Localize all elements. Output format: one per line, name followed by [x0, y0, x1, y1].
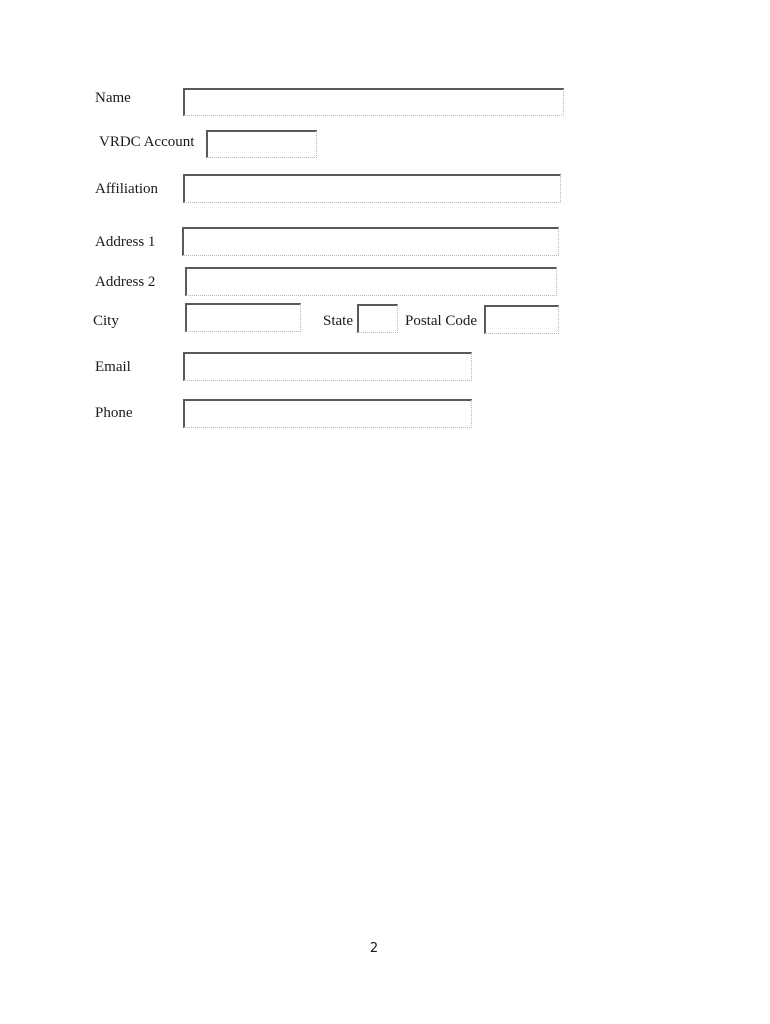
city-field[interactable] — [185, 303, 301, 332]
email-field[interactable] — [183, 352, 472, 381]
postal-code-field[interactable] — [484, 305, 559, 334]
affiliation-field[interactable] — [183, 174, 561, 203]
postal-code-label: Postal Code — [405, 313, 478, 329]
city-label: City — [93, 313, 119, 329]
address-1-field[interactable] — [182, 227, 559, 256]
address-2-label: Address 2 — [95, 274, 156, 290]
name-field[interactable] — [183, 88, 564, 116]
phone-field[interactable] — [183, 399, 472, 428]
affiliation-label: Affiliation — [95, 181, 159, 197]
phone-label: Phone — [95, 405, 133, 421]
email-label: Email — [95, 359, 131, 375]
address-2-field[interactable] — [185, 267, 557, 296]
state-field[interactable] — [357, 304, 398, 333]
page-number: 2 — [369, 941, 379, 956]
state-label: State — [323, 313, 353, 329]
name-label: Name — [95, 90, 131, 106]
vrdc-account-field[interactable] — [206, 130, 317, 158]
address-1-label: Address 1 — [95, 234, 156, 250]
vrdc-account-label: VRDC Account — [99, 134, 195, 150]
